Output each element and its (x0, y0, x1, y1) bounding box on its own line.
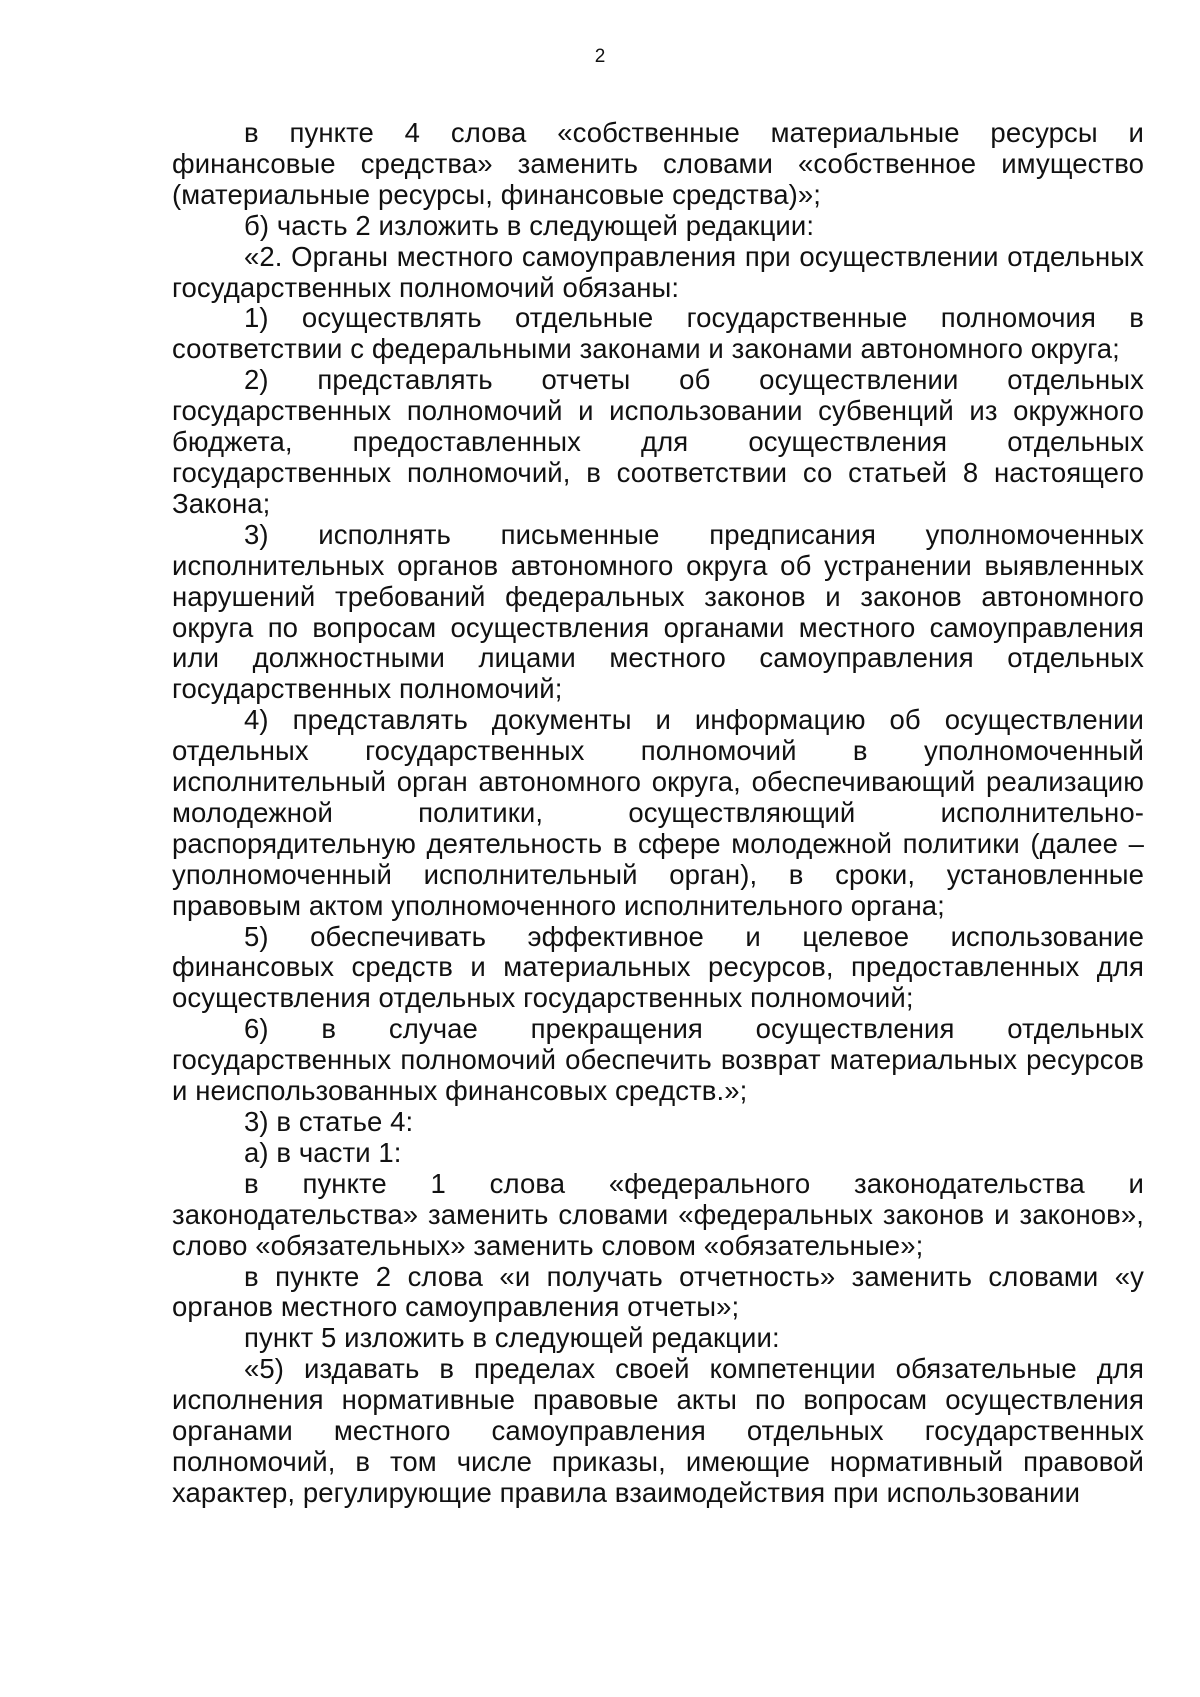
paragraph: в пункте 1 слова «федерального законодательства и законодательства» заменить словами «федеральных законов и законов», слово «обязательных» заменить словом «обязательные»; (172, 1167, 1144, 1261)
paragraph: 2) представлять отчеты об осуществлении отдельных государственных полномочий и использовании субвенций из окружного бюджета, предоставленных для осуществления отдельных государственных полномочий, в соответствии со статьей 8 настоящего Закона; (172, 364, 1144, 519)
paragraph: пункт 5 изложить в следующей редакции: (244, 1322, 780, 1354)
paragraph: 4) представлять документы и информацию об осуществлении отдельных государственных полномочий в уполномоченный исполнительный орган автономного округа, обеспечивающий реализацию молодежной политики, осуществляющий исполнительно-распорядительную деятельность в сфере молодежной политики (далее – уполномоченный исполнительный орган), в сроки, установленные правовым актом уполномоченного исполнительного органа; (172, 704, 1144, 921)
paragraph: 3) исполнять письменные предписания уполномоченных исполнительных органов автономного округа об устранении выявленных нарушений требований федеральных законов и законов автономного округа по вопросам осуществления органами местного самоуправления или должностными лицами местного самоуправления отдельных государственных полномочий; (172, 518, 1144, 705)
page-number: 2 (594, 46, 606, 67)
paragraph: 6) в случае прекращения осуществления отдельных государственных полномочий обеспечить возврат материальных ресурсов и неиспользованных финансовых средств.»; (172, 1013, 1144, 1107)
paragraph: 1) осуществлять отдельные государственные полномочия в соответствии с федеральными законами и законами автономного округа; (172, 302, 1144, 365)
paragraph: а) в части 1: (244, 1136, 402, 1168)
paragraph: «2. Органы местного самоуправления при осуществлении отдельных государственных полномочий обязаны: (172, 240, 1144, 303)
document-body (172, 118, 1144, 1509)
paragraph: 5) обеспечивать эффективное и целевое использование финансовых средств и материальных ресурсов, предоставленных для осуществления отдельных государственных полномочий; (172, 920, 1144, 1014)
paragraph: б) часть 2 изложить в следующей редакции: (244, 209, 815, 241)
paragraph: в пункте 2 слова «и получать отчетность» заменить словами «у органов местного самоуправления отчеты»; (172, 1260, 1144, 1323)
paragraph: 3) в статье 4: (244, 1106, 414, 1137)
paragraph: в пункте 4 слова «собственные материальные ресурсы и финансовые средства» заменить словами «собственное имущество (материальные ресурсы, финансовые средства)»; (172, 117, 1144, 210)
paragraph: «5) издавать в пределах своей компетенции обязательные для исполнения нормативные правовые акты по вопросам осуществления органами местного самоуправления отдельных государственных полномочий, в том числе приказы, имеющие нормативный правовой характер, регулирующие правила взаимодействия при использовании (172, 1353, 1144, 1508)
